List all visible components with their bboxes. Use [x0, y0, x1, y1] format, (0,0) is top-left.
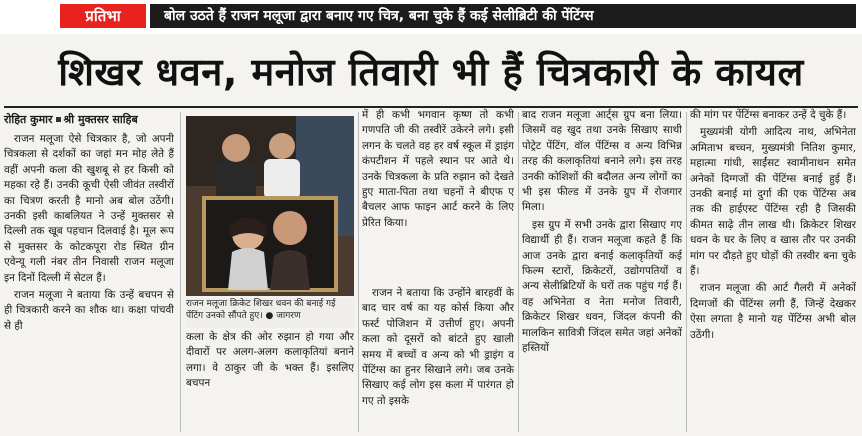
paragraph: राजन मलूजा ऐसे चित्रकार है, जो अपनी चित्रकला से दर्शकों का जहां मन मोह लेते हैं वहीं अपनी कला की खुशबू से हर किसी को महका रहे हैं। उनकी कूची ऐसी जीवंत तस्वीरों का चित्रण करती है मानो अब बोल उठेंगी। उनकी इसी काबलियत ने उन्हें मुक्तसर से दिल्ली तक खूब पहचान दिलवाई है। मूल रूप से मुक्तसर के कोटकपूरा रोड स्थित ग्रीन एवेन्यू गली नंबर तीन निवासी राजन मलूजा इन दिनों दिल्ली में सेटल हैं। — [4, 133, 174, 284]
paragraph: में ही कभी भगवान कृष्ण तो कभी गणपति जी की तस्वीरें उकेरने लगे। इसी लगन के चलते वह हर वर्ष स्कूल में ड्राइंग कंपटीशन में पहले स्थान पर आते थे। उनके चित्रकला के प्रति रुझान को देखते हुए माता-पिता तथा चहनों ने बीएफ ए बैचलर आफ फाइन आर्ट करने के लिए प्रेरित किया। — [362, 109, 514, 229]
paragraph: राजन ने बताया कि उन्होंने बारहवीं के बाद चार वर्ष का यह कोर्स किया और फर्स्ट पोजिशन में उत्तीर्ण हुए। अपनी कला को दूसरों को बांटते हुए खाली समय में बच्चों व अन्य को भी ड्राइंग व पेंटिंग्स का हुनर सिखाने लगे। जब उनके सिखाए कई लोग इस कला में पारंगत हो गए तो इसके — [362, 287, 514, 407]
article-column-2 — [186, 330, 354, 434]
paragraph: राजन मलूजा की आर्ट गैलरी में अनेकों दिग्गजों की पेंटिंग्स लगी हैं, जिन्हें देखकर ऐसा लगता है मानो यह पेंटिंग्स अभी बोल उठेंगी। — [690, 282, 856, 341]
caption-credit: जागरण — [276, 311, 301, 321]
article-column-3-top — [362, 108, 514, 284]
byline — [4, 112, 184, 128]
article-column-5 — [690, 108, 856, 434]
paragraph: बाद राजन मलूजा आर्ट्स ग्रुप बना लिया। जिसमें वह खुद तथा उनके सिखाए साथी पोट्रेट पेंटिंग, वॉल पेंटिंग्स व अन्य विभिन्न तरह की कलाकृतियां बनाने लगे। इस तरह उनकी कोशिशों की बदौलत अन्य लोगों का भी इस फील्ड में उनके ग्रुप में रोजगार मिला। — [522, 109, 682, 214]
caption-credit-icon: ● — [265, 311, 274, 321]
photo-illustration — [186, 116, 354, 296]
column-divider — [180, 112, 181, 432]
paragraph: कला के क्षेत्र की ओर रुझान हो गया और दीवारों पर अलग-अलग कलाकृतियां बनाने लगा। वे ठाकुर जी के भक्त हैं। इसलिए बचपन — [186, 331, 354, 390]
photo-caption — [186, 298, 354, 328]
article-photo — [186, 116, 354, 296]
byline-bullet-icon — [56, 117, 61, 122]
paragraph: की मांग पर पेंटिंग्स बनाकर उन्हें दे चुके हैं। — [690, 109, 847, 121]
paragraph: राजन मलूजा ने बताया कि उन्हें बचपन से ही चित्रकारी करने का शौक था। कक्षा पांचवी से ही — [4, 289, 174, 332]
column-divider — [358, 112, 359, 432]
paragraph: मुख्यमंत्री योगी आदित्य नाथ, अभिनेता अमिताभ बच्चन, मुख्यमंत्री नितिश कुमार, महात्मा गांधी, साईंसट स्वामीनाथन समेत अनेकों दिग्गजों की पेंटिंग्स बनाई हुई हैं। उनकी बनाई मां दुर्गा की एक पेंटिंग्स अब तक की हाईएस्ट पेंटिंग्स रही है जिसकी कीमत साढ़े तीन लाख थी। क्रिकेटर शिखर धवन के घर के लिए व खास तौर पर उनकी मांग पर दौड़ते हुए घोड़ों की तस्वीर बना चुके हैं। — [690, 126, 856, 278]
paragraph: इस ग्रुप में सभी उनके द्वारा सिखाए गए विद्यार्थी ही हैं। राजन मलूजा कहते हैं कि आज उनके द्वारा बनाई कलाकृतियों कई फिल्म स्टारों, क्रिकेटरों, उद्योगपतियों व अन्य सेलीब्रिटियों के घरों तक पहुंच गई हैं। वह अभिनेता व नेता मनोज तिवारी, क्रिकेटर शिखर धवन, जिंदल कंपनी की मालकिन सावित्री जिंदल समेत जहां अनेकों हस्तियों — [522, 218, 682, 355]
article-column-1 — [4, 132, 174, 432]
column-divider — [518, 112, 519, 432]
section-tag: प्रतिभा — [60, 4, 146, 28]
byline-location: श्री मुक्तसर साहिब — [63, 113, 138, 126]
article-column-3-bottom — [362, 286, 514, 434]
caption-text: राजन मलूजा क्रिकेट शिखर धवन की बनाई गई पेंटिंग उनको सौंपते हुए। — [186, 299, 336, 321]
kicker-strap: बोल उठते हैं राजन मलूजा द्वारा बनाए गए चित्र, बना चुके हैं कई सेलीब्रिटी की पेंटिंग्स — [150, 4, 856, 28]
article-column-4 — [522, 108, 682, 434]
top-bar — [0, 0, 862, 34]
byline-author: रोहित कुमार — [4, 113, 53, 126]
column-divider — [686, 112, 687, 432]
headline: शिखर धवन, मनोज तिवारी भी हैं चित्रकारी के कायल — [58, 50, 804, 94]
